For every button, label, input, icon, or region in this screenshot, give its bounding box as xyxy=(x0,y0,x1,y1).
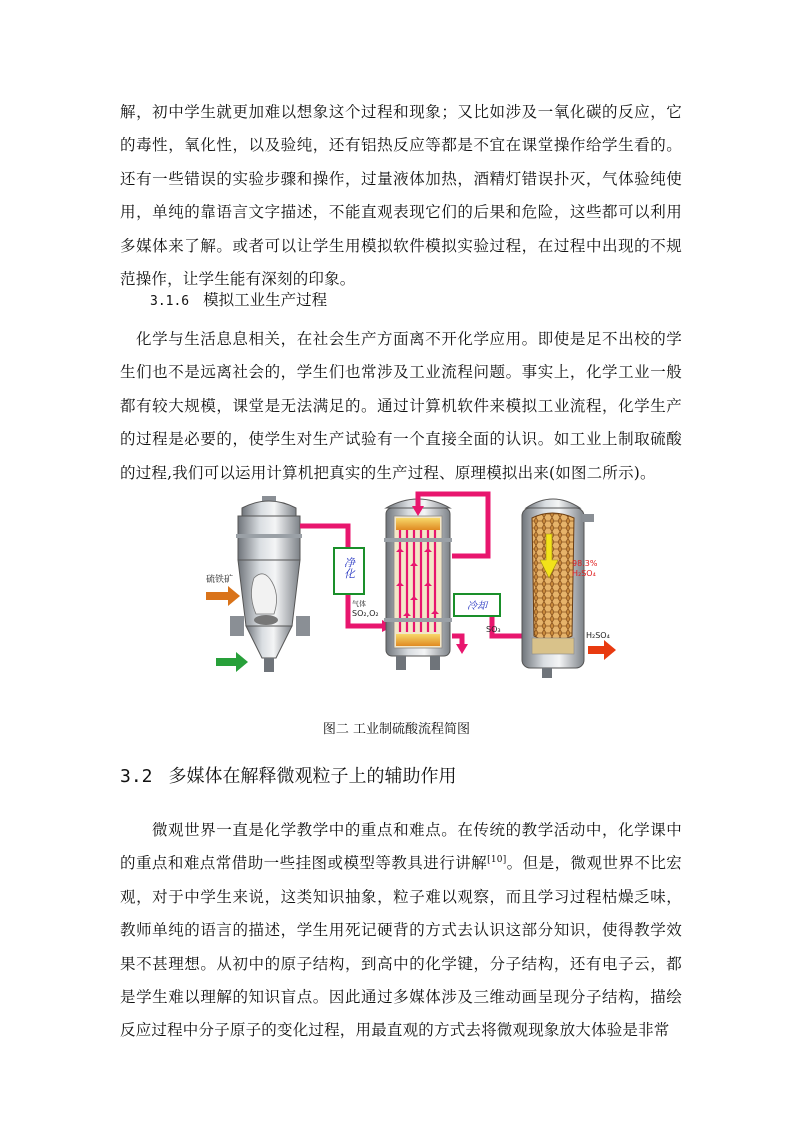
subsection-number: 3.1.6 xyxy=(150,294,190,309)
figure-caption: 图二 工业制硫酸流程简图 xyxy=(322,722,471,737)
so3-label: SO₃ xyxy=(486,625,501,634)
subsection-heading xyxy=(150,288,327,310)
section-title: 多媒体在解释微观粒子上的辅助作用 xyxy=(168,766,457,787)
acid-output-arrow xyxy=(588,640,616,660)
paragraph-3-text-b: 。但是，微观世界不比宏观，对于中学生来说，这类知识抽象，粒子难以观察，而且学习过程枯燥乏味，教师单纯的语言的描述，学生用死记硬背的方式去认识这部分知识，使得教学效果不甚理想。从初中的原子结构，到高中的化学键，分子结构，还有电子云，都是学生难以理解的知识盲点。因此通过多媒体涉及三维动画呈现分子结构，描绘反应过程中分子原子的变化过程，用最直观的方式去将微观现象放大体验是非常 xyxy=(120,854,683,1040)
ore-input-arrow xyxy=(206,586,240,606)
paragraph-3-text-a: 微观世界一直是化学教学中的重点和难点。在传统的教学活动中，化学课中的重点和难点常借助一些挂图或模型等教具进行讲解 xyxy=(120,821,682,873)
absorption-tower xyxy=(522,499,594,678)
gas-label: SO₂,O₂ xyxy=(352,609,379,618)
air-input-arrow xyxy=(216,652,248,672)
converter xyxy=(384,499,452,670)
acid-out-label: H₂SO₄ xyxy=(586,631,610,640)
section-number: 3.2 xyxy=(120,766,153,787)
furnace xyxy=(230,496,310,672)
acid-inner-label: H₂SO₄ xyxy=(572,569,596,578)
citation-ref: [10] xyxy=(487,855,507,866)
paragraph-3 xyxy=(120,814,682,1048)
ore-label: 硫铁矿 xyxy=(206,575,234,585)
concentration-label: 98.3% xyxy=(572,559,598,568)
cool-label: 冷却 xyxy=(467,601,487,612)
gas-prefix-label: 气体 xyxy=(352,600,366,608)
subsection-title: 模拟工业生产过程 xyxy=(203,291,328,309)
section-heading xyxy=(120,762,457,788)
paragraph-1: 解，初中学生就更加难以想象这个过程和现象；又比如涉及一氧化碳的反应，它的毒性，氧化性，以及验纯，还有铝热反应等都是不宜在课堂操作给学生看的。还有一些错误的实验步骤和操作，过量液体加热，酒精灯错误扑灭，气体验纯使用，单纯的靠语言文字描述，不能直观表现它们的后果和危险，这些都可以利用多媒体来了解。或者可以让学生用模拟软件模拟实验过程，在过程中出现的不规范操作，让学生能有深刻的印象。 xyxy=(120,103,682,289)
purify-label: 净化 xyxy=(342,557,356,579)
paragraph-2: 化学与生活息息相关，在社会生产方面离不开化学应用。即使是足不出校的学生们也不是远离社会的，学生们也常涉及工业流程问题。事实上，化学工业一般都有较大规模，课堂是无法满足的。通过计算机软件来模拟工业流程，化学生产的过程是必要的，使学生对生产试验有一个直接全面的认识。如工业上制取硫酸的过程,我们可以运用计算机把真实的生产过程、原理模拟出来(如图二所示)。 xyxy=(120,330,682,482)
sulfuric-acid-process-diagram xyxy=(200,486,620,696)
